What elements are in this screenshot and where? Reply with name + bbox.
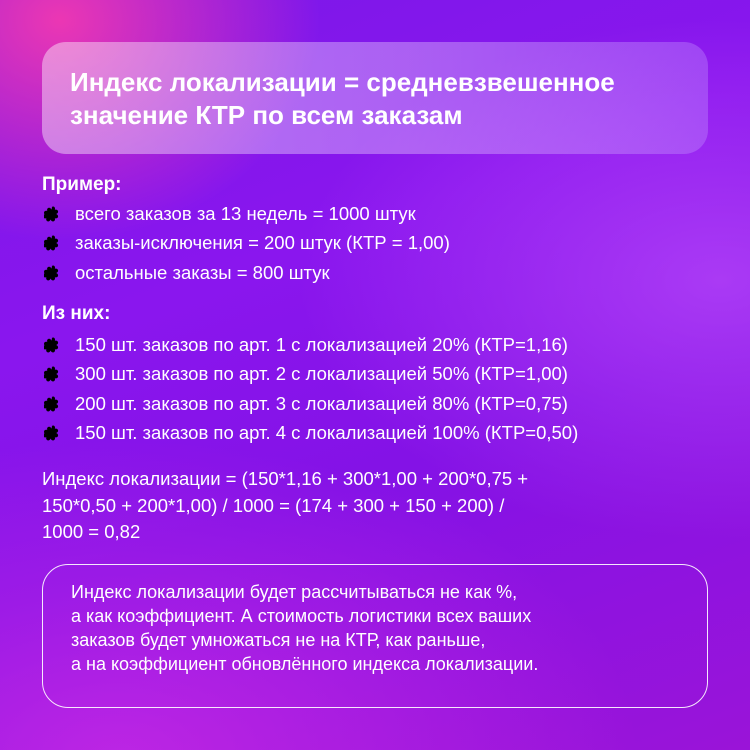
title-card xyxy=(42,42,708,154)
flower-bullet-icon xyxy=(44,205,62,223)
list-item-text: остальные заказы = 800 штук xyxy=(75,261,330,283)
list-item-text: 200 шт. заказов по арт. 3 с локализацией 80% (КТР=0,75) xyxy=(75,392,568,414)
flower-bullet-icon xyxy=(44,264,62,282)
flower-bullet-icon xyxy=(44,234,62,252)
list-item xyxy=(44,360,578,390)
example-heading: Пример: xyxy=(42,174,122,195)
note-card xyxy=(42,564,708,708)
formula-text xyxy=(42,466,702,546)
note-line-3: заказов будет умножаться не на КТР, как раньше, xyxy=(71,630,486,650)
list-item-text: 300 шт. заказов по арт. 2 с локализацией 50% (КТР=1,00) xyxy=(75,363,568,385)
formula-line-2: 150*0,50 + 200*1,00) / 1000 = (174 + 300 + 150 + 200) / xyxy=(42,494,505,516)
of-them-list xyxy=(44,330,578,448)
page-title xyxy=(70,66,680,132)
list-item-text: всего заказов за 13 недель = 1000 штук xyxy=(75,202,416,224)
flower-bullet-icon xyxy=(44,365,62,383)
flower-bullet-icon xyxy=(44,336,62,354)
note-text xyxy=(71,580,681,676)
flower-bullet-icon xyxy=(44,395,62,413)
example-list xyxy=(44,199,450,288)
note-line-2: а как коэффициент. А стоимость логистики всех ваших xyxy=(71,606,532,626)
list-item-text: заказы-исключения = 200 штук (КТР = 1,00) xyxy=(75,232,450,254)
note-line-1: Индекс локализации будет рассчитываться не как %, xyxy=(71,582,518,602)
list-item xyxy=(44,229,450,259)
flower-bullet-icon xyxy=(44,424,62,442)
list-item xyxy=(44,330,578,360)
formula-line-3: 1000 = 0,82 xyxy=(42,521,141,542)
list-item xyxy=(44,258,450,288)
list-item-text: 150 шт. заказов по арт. 4 с локализацией 100% (КТР=0,50) xyxy=(75,422,579,444)
title-line-1: Индекс локализации = средневзвешенное xyxy=(70,67,615,97)
list-item-text: 150 шт. заказов по арт. 1 с локализацией 20% (КТР=1,16) xyxy=(75,333,568,355)
formula-line-1: Индекс локализации = (150*1,16 + 300*1,00 + 200*0,75 + xyxy=(42,468,529,489)
note-line-4: а на коэффициент обновлённого индекса локализации. xyxy=(71,654,539,674)
list-item xyxy=(44,419,578,449)
list-item xyxy=(44,199,450,229)
title-line-2: значение КТР по всем заказам xyxy=(70,100,463,130)
list-item xyxy=(44,389,578,419)
of-them-heading: Из них: xyxy=(42,303,111,324)
